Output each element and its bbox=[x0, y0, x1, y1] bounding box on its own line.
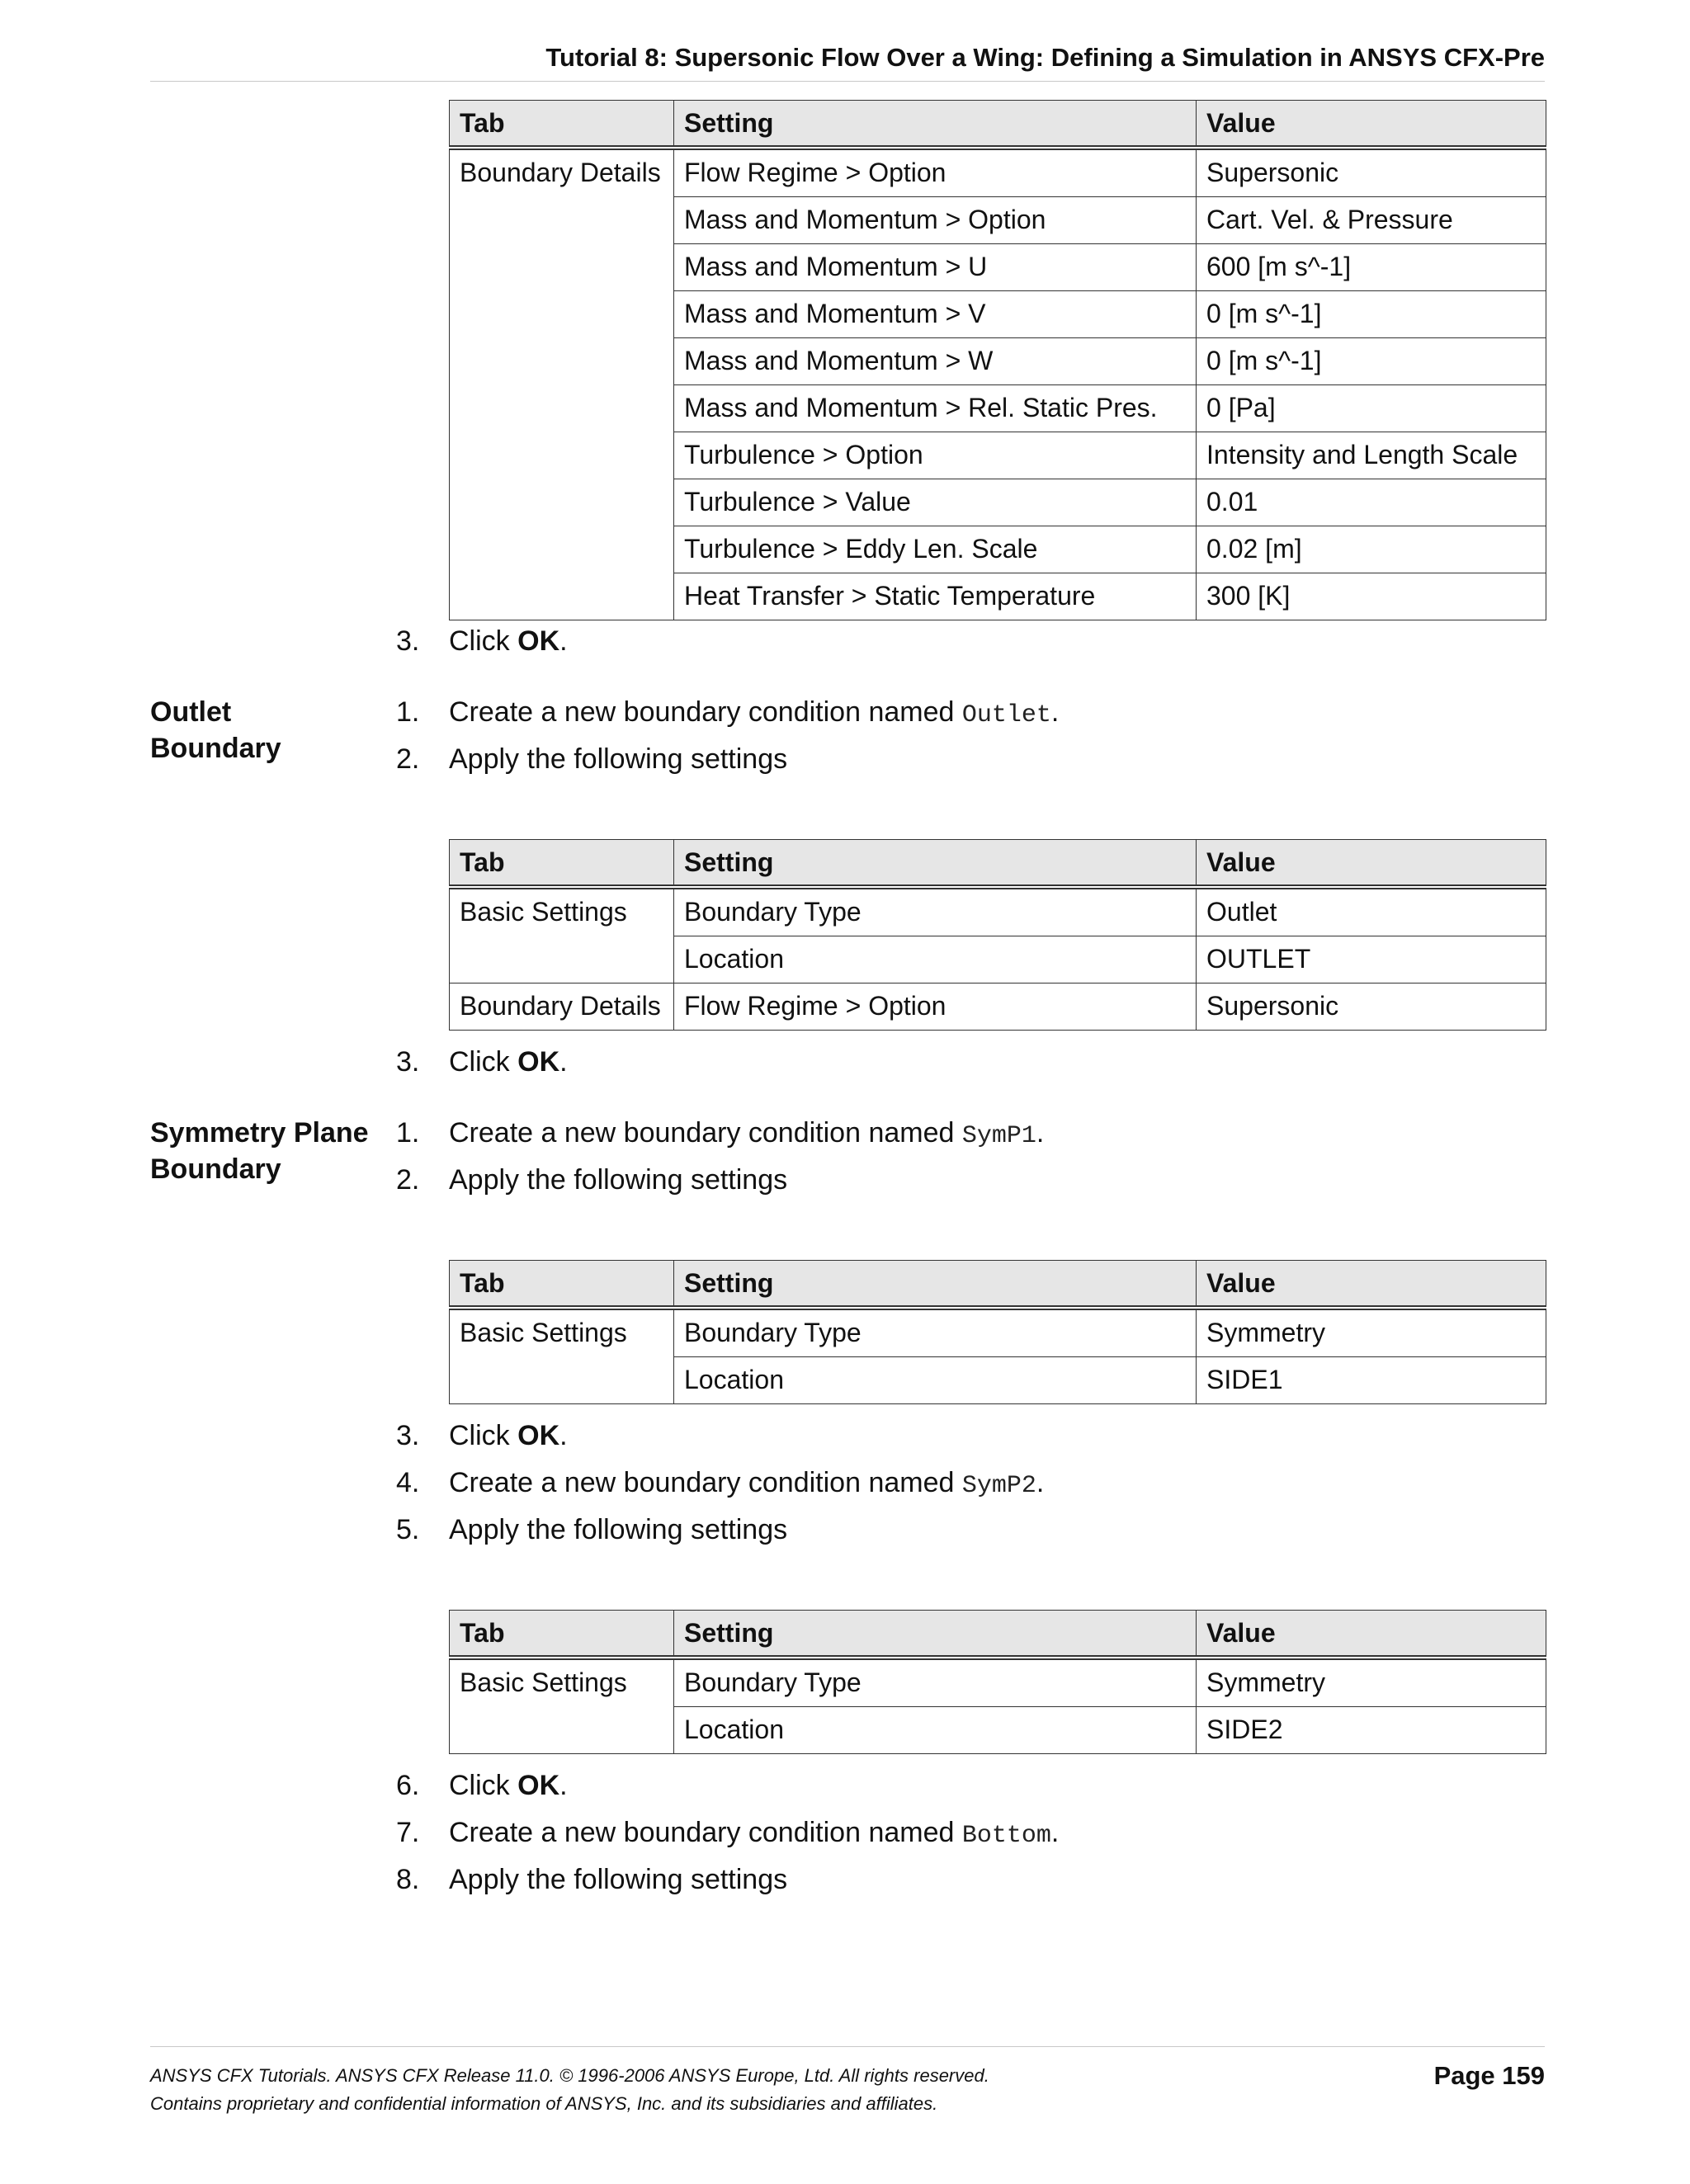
step-create-symp1: 1. Create a new boundary condition named SymP1. bbox=[396, 1117, 1045, 1150]
value-cell: Supersonic bbox=[1197, 984, 1546, 1031]
table-header-row bbox=[450, 1261, 1546, 1309]
setting-cell: Turbulence > Eddy Len. Scale bbox=[674, 526, 1197, 573]
inlet-settings-table bbox=[449, 100, 1546, 620]
setting-cell: Turbulence > Value bbox=[674, 479, 1197, 526]
value-cell: 0.01 bbox=[1197, 479, 1546, 526]
tab-cell: Boundary Details bbox=[450, 984, 674, 1031]
step-click-ok: 3. Click OK. bbox=[396, 1046, 568, 1078]
setting-cell: Location bbox=[674, 1357, 1197, 1404]
value-cell: 600 [m s^-1] bbox=[1197, 244, 1546, 291]
step-apply-settings: 8. Apply the following settings bbox=[396, 1864, 788, 1895]
setting-cell: Location bbox=[674, 1707, 1197, 1754]
value-cell: 0.02 [m] bbox=[1197, 526, 1546, 573]
outlet-settings-table bbox=[449, 839, 1546, 1031]
column-header-value: Value bbox=[1197, 1611, 1546, 1658]
column-header-tab: Tab bbox=[450, 1611, 674, 1658]
table-row bbox=[450, 148, 1546, 197]
setting-cell: Turbulence > Option bbox=[674, 432, 1197, 479]
setting-cell: Boundary Type bbox=[674, 887, 1197, 936]
value-cell: Cart. Vel. & Pressure bbox=[1197, 197, 1546, 244]
column-header-value: Value bbox=[1197, 101, 1546, 149]
table-row bbox=[450, 984, 1546, 1031]
setting-cell: Mass and Momentum > U bbox=[674, 244, 1197, 291]
symp1-settings-table bbox=[449, 1260, 1546, 1404]
setting-cell: Mass and Momentum > Rel. Static Pres. bbox=[674, 385, 1197, 432]
page-footer bbox=[150, 2046, 1545, 2118]
value-cell: 0 [Pa] bbox=[1197, 385, 1546, 432]
setting-cell: Boundary Type bbox=[674, 1658, 1197, 1707]
step-apply-settings: 5. Apply the following settings bbox=[396, 1514, 788, 1545]
setting-cell: Location bbox=[674, 936, 1197, 984]
setting-cell: Flow Regime > Option bbox=[674, 148, 1197, 197]
step-create-outlet: 1. Create a new boundary condition named Outlet. bbox=[396, 696, 1060, 729]
step-click-ok: 3. Click OK. bbox=[396, 1420, 568, 1451]
value-cell: 0 [m s^-1] bbox=[1197, 291, 1546, 338]
section-title-outlet: Outlet Boundary bbox=[150, 696, 281, 764]
setting-cell: Mass and Momentum > W bbox=[674, 338, 1197, 385]
value-cell: Intensity and Length Scale bbox=[1197, 432, 1546, 479]
step-click-ok: 3. Click OK. bbox=[396, 625, 568, 657]
step-create-symp2: 4. Create a new boundary condition named SymP2. bbox=[396, 1467, 1045, 1500]
step-click-ok: 6. Click OK. bbox=[396, 1770, 568, 1801]
table-header-row bbox=[450, 840, 1546, 888]
setting-cell: Mass and Momentum > V bbox=[674, 291, 1197, 338]
table-header-row bbox=[450, 1611, 1546, 1658]
step-apply-settings: 2. Apply the following settings bbox=[396, 1164, 788, 1196]
step-create-bottom: 7. Create a new boundary condition named Bottom. bbox=[396, 1817, 1060, 1850]
value-cell: OUTLET bbox=[1197, 936, 1546, 984]
setting-cell: Mass and Momentum > Option bbox=[674, 197, 1197, 244]
value-cell: SIDE2 bbox=[1197, 1707, 1546, 1754]
tab-cell: Basic Settings bbox=[450, 1658, 674, 1754]
value-cell: Supersonic bbox=[1197, 148, 1546, 197]
step-apply-settings: 2. Apply the following settings bbox=[396, 743, 788, 775]
value-cell: Symmetry bbox=[1197, 1308, 1546, 1357]
column-header-setting: Setting bbox=[674, 840, 1197, 888]
setting-cell: Boundary Type bbox=[674, 1308, 1197, 1357]
value-cell: Outlet bbox=[1197, 887, 1546, 936]
setting-cell: Heat Transfer > Static Temperature bbox=[674, 573, 1197, 620]
tab-cell: Basic Settings bbox=[450, 1308, 674, 1404]
table-row bbox=[450, 887, 1546, 936]
setting-cell: Flow Regime > Option bbox=[674, 984, 1197, 1031]
table-row bbox=[450, 1658, 1546, 1707]
column-header-setting: Setting bbox=[674, 1611, 1197, 1658]
column-header-setting: Setting bbox=[674, 1261, 1197, 1309]
table-header-row bbox=[450, 101, 1546, 149]
page-number: Page 159 bbox=[1433, 2061, 1545, 2090]
column-header-tab: Tab bbox=[450, 1261, 674, 1309]
section-title-symmetry: Symmetry Plane Boundary bbox=[150, 1117, 369, 1185]
value-cell: 0 [m s^-1] bbox=[1197, 338, 1546, 385]
value-cell: 300 [K] bbox=[1197, 573, 1546, 620]
value-cell: SIDE1 bbox=[1197, 1357, 1546, 1404]
column-header-tab: Tab bbox=[450, 101, 674, 149]
column-header-value: Value bbox=[1197, 840, 1546, 888]
column-header-value: Value bbox=[1197, 1261, 1546, 1309]
table-row bbox=[450, 1308, 1546, 1357]
footer-copyright: ANSYS CFX Tutorials. ANSYS CFX Release 11.0. © 1996-2006 ANSYS Europe, Ltd. All rights reserved. bbox=[150, 2065, 989, 2086]
footer-confidential: Contains proprietary and confidential information of ANSYS, Inc. and its subsidiaries and affiliates. bbox=[150, 2093, 938, 2114]
symp2-settings-table bbox=[449, 1610, 1546, 1754]
column-header-tab: Tab bbox=[450, 840, 674, 888]
page-header-title: Tutorial 8: Supersonic Flow Over a Wing: Defining a Simulation in ANSYS CFX-Pre bbox=[150, 43, 1545, 82]
tab-cell: Basic Settings bbox=[450, 887, 674, 984]
tab-cell: Boundary Details bbox=[450, 148, 674, 620]
value-cell: Symmetry bbox=[1197, 1658, 1546, 1707]
column-header-setting: Setting bbox=[674, 101, 1197, 149]
